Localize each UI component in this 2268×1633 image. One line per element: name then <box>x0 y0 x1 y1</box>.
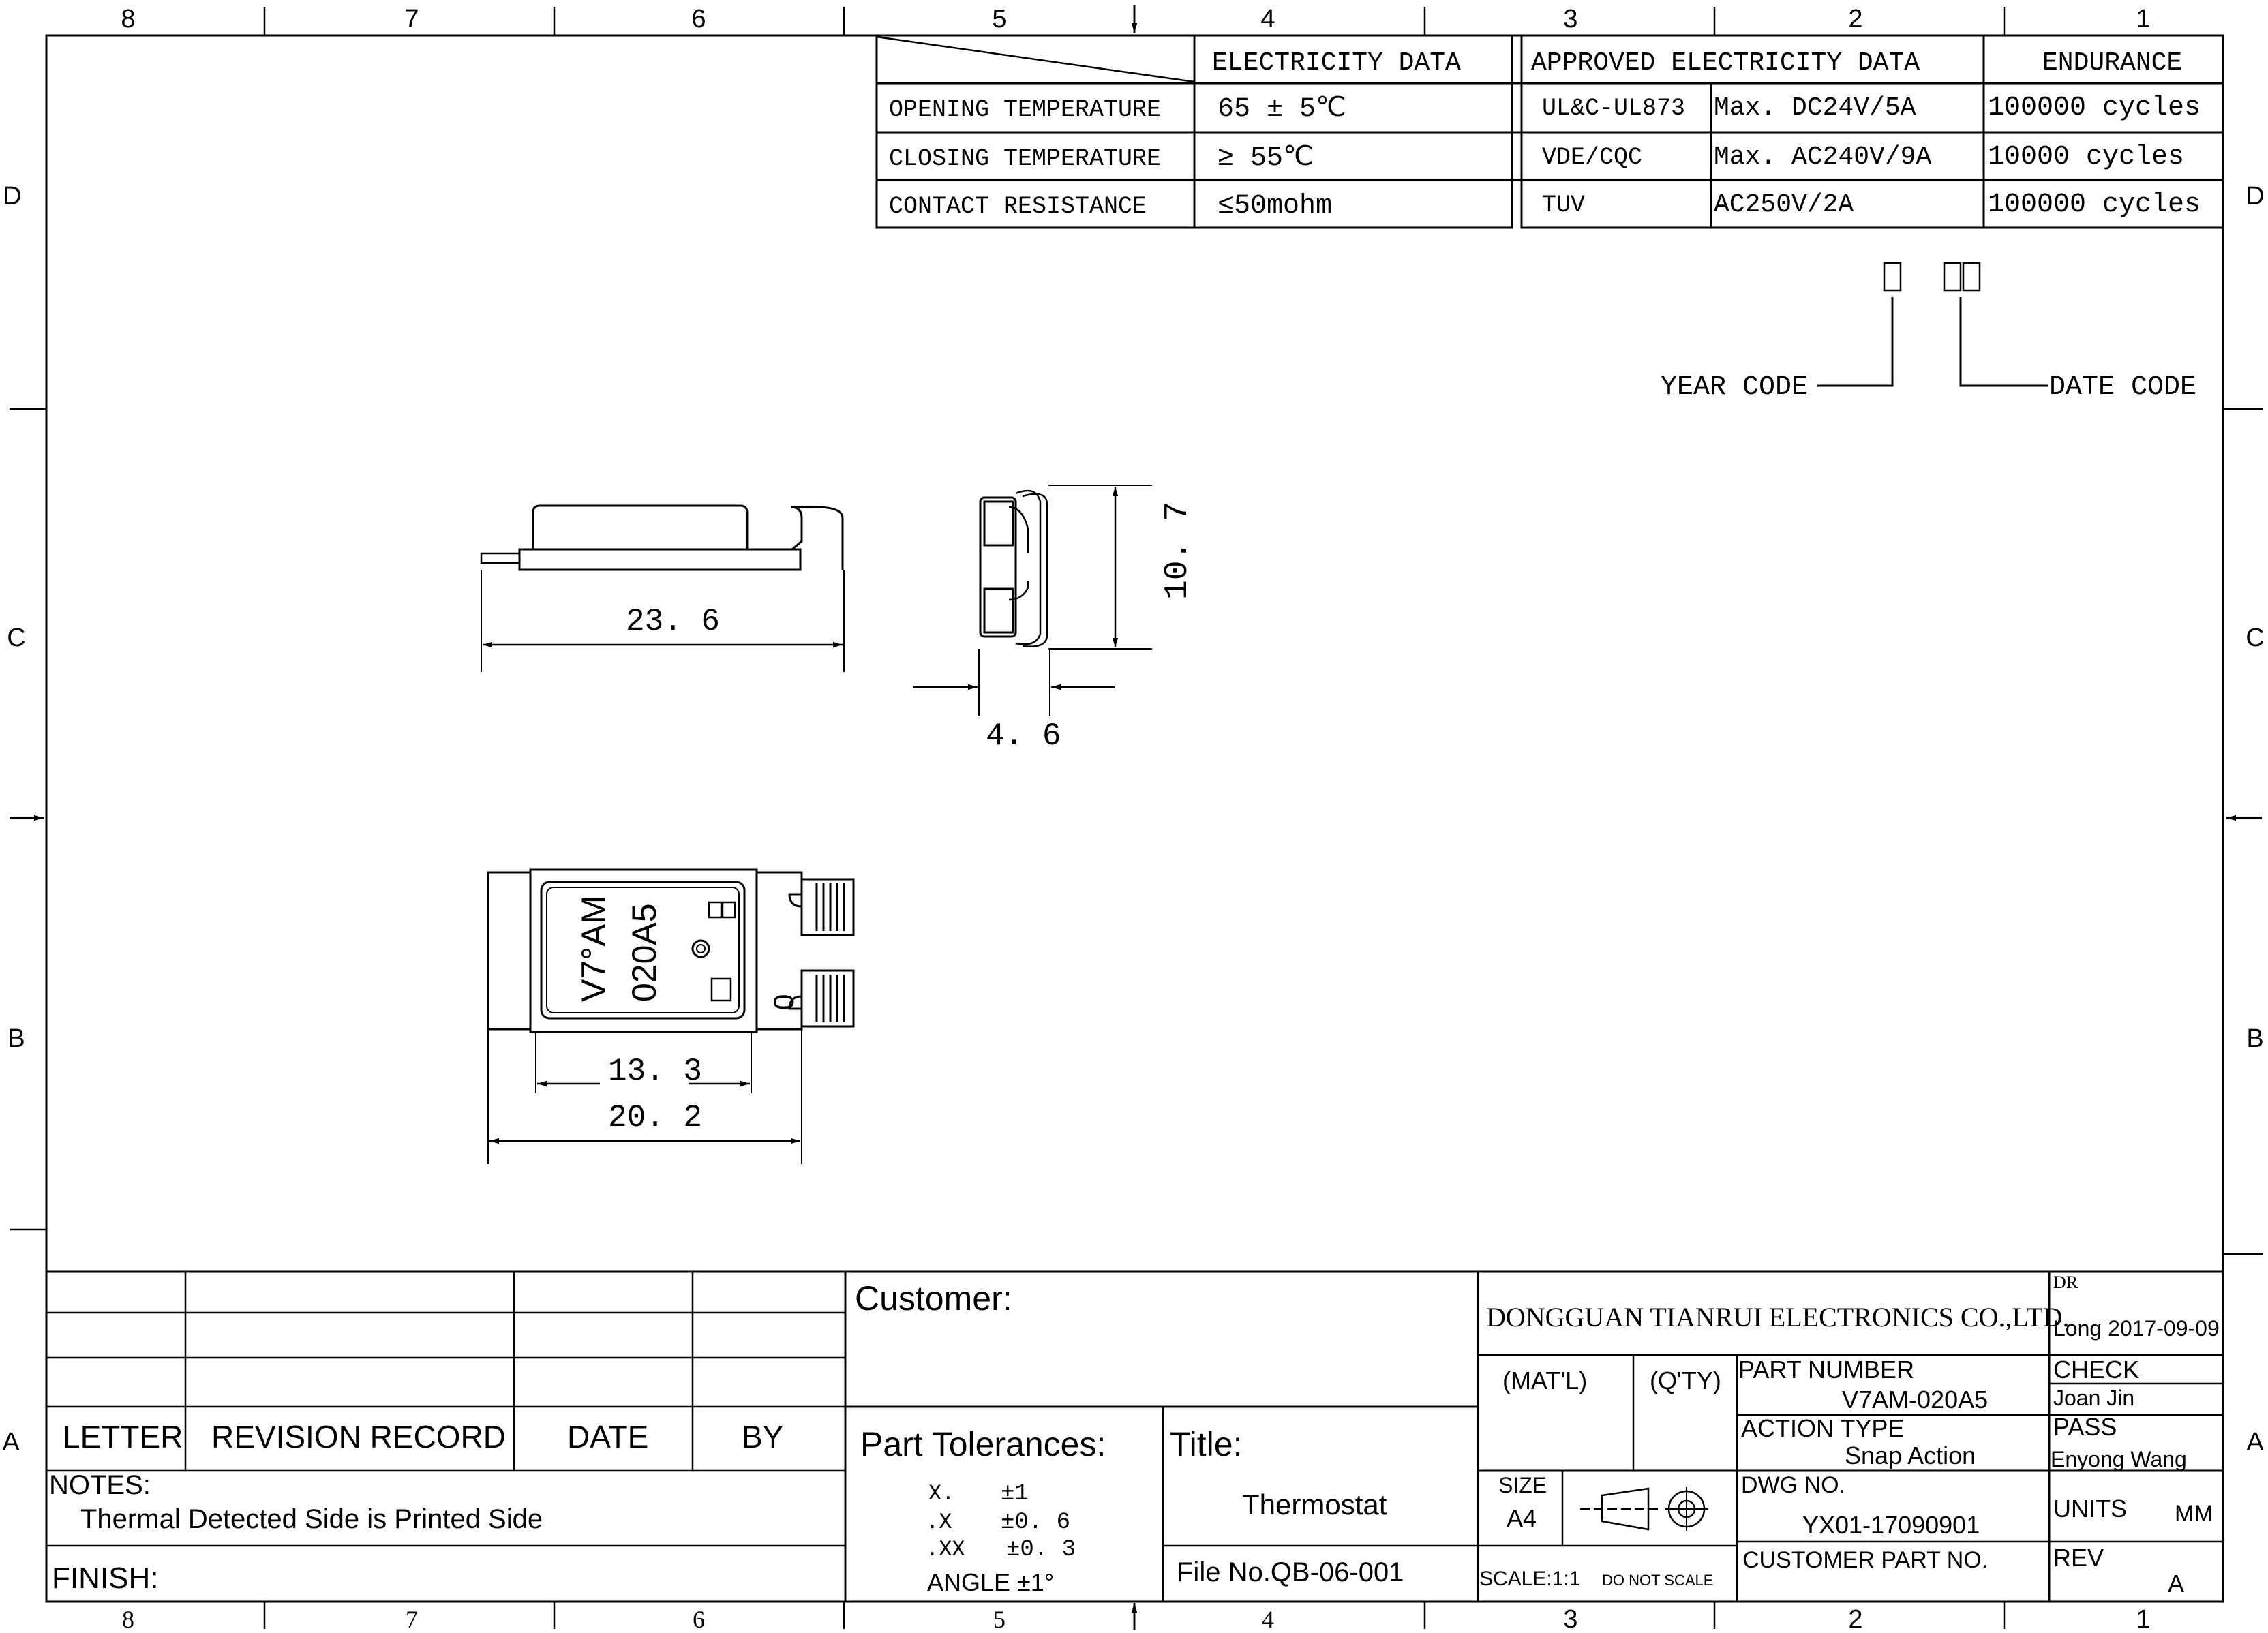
units-label: UNITS <box>2053 1495 2127 1523</box>
header-approved-data: APPROVED ELECTRICITY DATA <box>1531 48 1920 78</box>
code-legend <box>1661 263 2196 403</box>
col-label: 5 <box>992 5 1007 33</box>
rev-header-record: REVISION RECORD <box>211 1419 506 1454</box>
col-label: 4 <box>1262 1606 1274 1633</box>
param-opening-temperature: OPENING TEMPERATURE <box>889 96 1162 123</box>
header-electricity-data: ELECTRICITY DATA <box>1212 48 1461 78</box>
col-label: 1 <box>2136 1605 2151 1633</box>
col-label: 3 <box>1563 1605 1578 1633</box>
tolerances-label: Part Tolerances: <box>860 1425 1106 1463</box>
year-code-label: YEAR CODE <box>1661 372 1809 403</box>
part-number-value: V7AM-020A5 <box>1842 1386 1989 1414</box>
date-code-label: DATE CODE <box>2049 372 2197 403</box>
rating-tuv: AC250V/2A <box>1714 190 1854 219</box>
dr-value: Long 2017-09-09 <box>2053 1316 2220 1341</box>
rating-ul: Max. DC24V/5A <box>1714 93 1916 123</box>
matl-label: (MAT'L) <box>1502 1367 1588 1394</box>
dr-label: DR <box>2053 1272 2078 1292</box>
side-view <box>481 506 844 672</box>
terminal-ribs <box>817 883 844 1022</box>
row-label: D <box>3 182 22 211</box>
row-label: B <box>7 1024 25 1053</box>
col-label: 6 <box>693 1606 705 1633</box>
title-value: Thermostat <box>1242 1489 1387 1521</box>
param-contact-resistance: CONTACT RESISTANCE <box>889 193 1147 220</box>
dim-body-width-label: 20. 2 <box>608 1100 703 1135</box>
row-label: C <box>7 624 26 652</box>
size-label: SIZE <box>1498 1473 1547 1497</box>
tol-fmt-1: .X <box>926 1510 952 1535</box>
col-label: 7 <box>404 5 419 33</box>
header-diagonal <box>877 37 1194 82</box>
scale-label: SCALE:1:1 <box>1479 1568 1581 1590</box>
title-block <box>46 1272 2223 1602</box>
end-view <box>913 485 1196 754</box>
col-label: 3 <box>1563 5 1578 33</box>
tol-value-2: ±0. 3 <box>1006 1537 1076 1563</box>
file-number: File No.QB-06-001 <box>1177 1557 1404 1587</box>
endurance-vde: 10000 cycles <box>1988 142 2185 172</box>
rev-value: A <box>2168 1570 2185 1598</box>
pass-value: Enyong Wang <box>2051 1447 2187 1471</box>
finish-label: FINISH: <box>52 1561 159 1595</box>
year-code-box <box>1884 263 1901 290</box>
row-label: D <box>2246 182 2265 211</box>
rev-header-by: BY <box>742 1419 784 1454</box>
check-value: Joan Jin <box>2053 1386 2135 1410</box>
date-code-box <box>1963 263 1980 290</box>
part-marking-line2: 020A5 <box>625 903 663 1002</box>
value-closing-temperature: ≥ 55℃ <box>1218 143 1314 174</box>
row-label: A <box>2 1428 20 1456</box>
spec-table <box>877 35 2223 228</box>
value-opening-temperature: 65 ± 5℃ <box>1218 94 1346 125</box>
dim-inner-width-label: 13. 3 <box>608 1054 703 1089</box>
endurance-tuv: 100000 cycles <box>1988 189 2201 220</box>
col-label: 6 <box>691 5 706 33</box>
col-label: 5 <box>993 1606 1006 1633</box>
title-label: Title: <box>1170 1425 1243 1463</box>
customer-label: Customer: <box>855 1279 1012 1317</box>
dim-height-label: 10. 7 <box>1160 501 1196 600</box>
qty-label: (Q'TY) <box>1650 1367 1721 1394</box>
notes-text: Thermal Detected Side is Printed Side <box>80 1504 543 1534</box>
dim-length-label: 23. 6 <box>626 604 721 639</box>
top-view <box>488 870 853 1164</box>
check-label: CHECK <box>2053 1356 2140 1384</box>
endurance-ul: 100000 cycles <box>1988 93 2201 123</box>
col-label: 7 <box>406 1606 418 1633</box>
header-endurance: ENDURANCE <box>2042 48 2183 78</box>
value-contact-resistance: ≤50mohm <box>1218 191 1333 222</box>
col-label: 8 <box>122 1606 134 1633</box>
cert-tuv: TUV <box>1542 192 1586 219</box>
do-not-scale: DO NOT SCALE <box>1602 1572 1714 1589</box>
col-label: 2 <box>1848 5 1863 33</box>
tol-value-0: ±1 <box>1001 1481 1029 1507</box>
row-label: C <box>2246 624 2265 652</box>
company-name: DONGGUAN TIANRUI ELECTRONICS CO.,LTD. <box>1486 1302 2070 1332</box>
action-type-label: ACTION TYPE <box>1741 1414 1905 1442</box>
cert-vde: VDE/CQC <box>1542 144 1643 171</box>
action-type-value: Snap Action <box>1845 1441 1976 1469</box>
param-closing-temperature: CLOSING TEMPERATURE <box>889 145 1162 172</box>
rev-label: REV <box>2053 1544 2104 1572</box>
part-side-mark: 0 <box>768 994 800 1010</box>
col-label: 4 <box>1260 5 1275 33</box>
col-label: 2 <box>1848 1605 1863 1633</box>
row-label: B <box>2246 1024 2264 1053</box>
tol-fmt-2: .XX <box>926 1537 965 1562</box>
col-label: 8 <box>121 5 136 33</box>
rev-header-letter: LETTER <box>63 1419 183 1454</box>
part-number-label: PART NUMBER <box>1738 1356 1915 1384</box>
units-value: MM <box>2175 1501 2213 1527</box>
date-code-box <box>1944 263 1961 290</box>
rev-header-date: DATE <box>567 1419 649 1454</box>
dim-thickness-label: 4. 6 <box>986 718 1061 754</box>
col-label: 1 <box>2136 5 2151 33</box>
row-label: A <box>2246 1428 2264 1456</box>
tol-fmt-0: X. <box>928 1481 955 1506</box>
notes-label: NOTES: <box>49 1470 151 1500</box>
part-marking-line1: V7°AM <box>575 895 613 1002</box>
dwg-no-label: DWG NO. <box>1741 1472 1845 1498</box>
cert-ul: UL&C-UL873 <box>1542 95 1686 122</box>
rating-vde: Max. AC240V/9A <box>1714 142 1932 172</box>
customer-part-label: CUSTOMER PART NO. <box>1742 1547 1989 1573</box>
dwg-no-value: YX01-17090901 <box>1802 1511 1980 1539</box>
projection-symbol <box>1580 1487 1708 1531</box>
size-value: A4 <box>1507 1504 1537 1532</box>
pass-label: PASS <box>2053 1413 2117 1441</box>
angle-tolerance: ANGLE ±1° <box>927 1568 1055 1596</box>
tol-value-1: ±0. 6 <box>1001 1510 1071 1536</box>
